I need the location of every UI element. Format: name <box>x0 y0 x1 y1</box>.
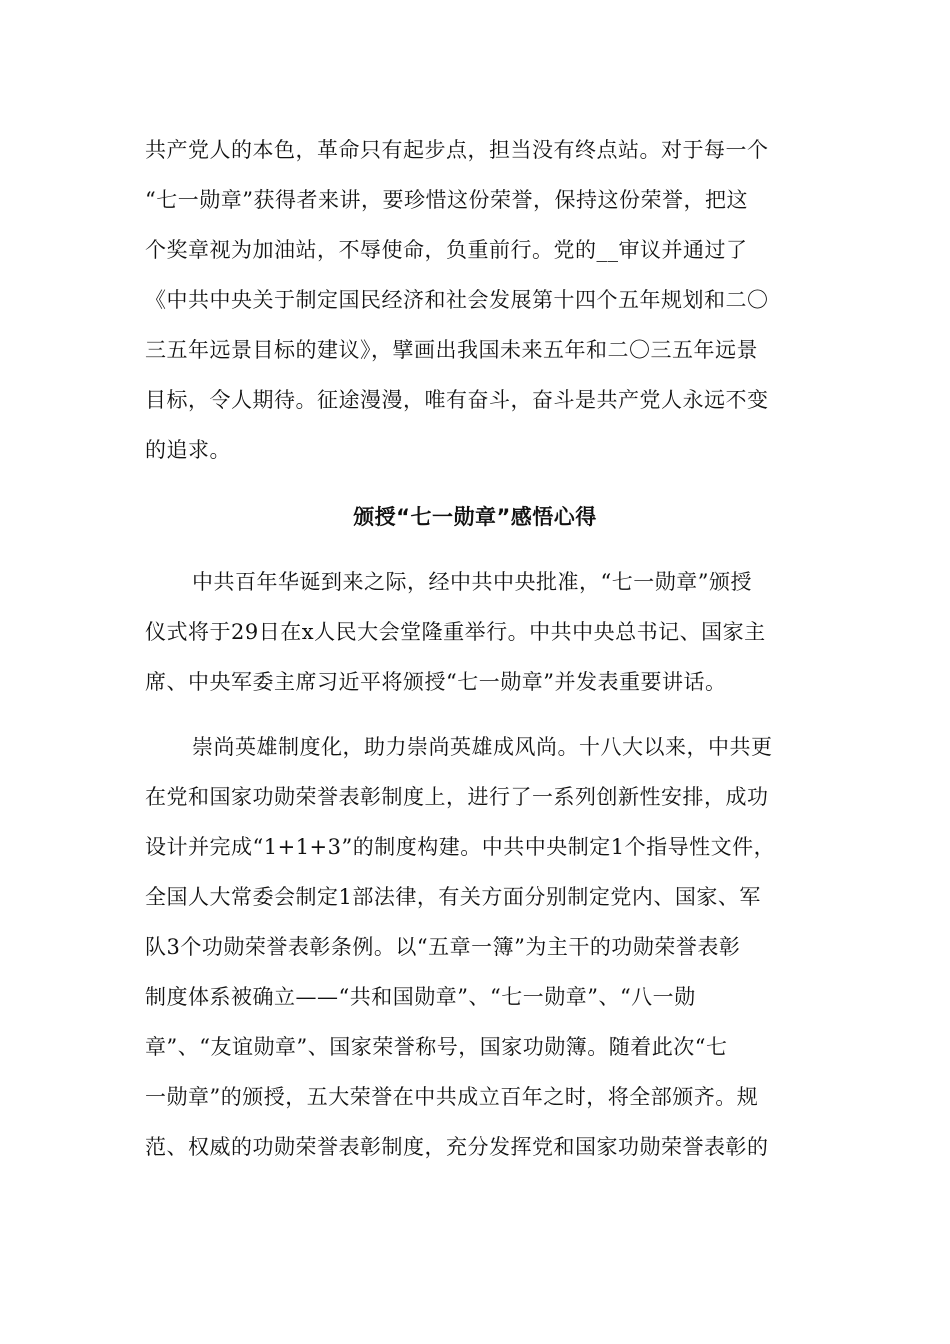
paragraph-line: 设计并完成“1+1+3”的制度构建。中共中央制定1个指导性文件， <box>145 835 776 859</box>
paragraph-line: 全国人大常委会制定1部法律，有关方面分别制定党内、国家、军 <box>145 885 761 909</box>
paragraph-line: 三五年远景目标的建议》，擘画出我国未来五年和二〇三五年远景 <box>145 338 758 362</box>
paragraph-line: 的追求。 <box>145 438 231 462</box>
paragraph-line: 队3个功勋荣誉表彰条例。以“五章一簿”为主干的功勋荣誉表彰 <box>145 935 741 959</box>
paragraph-line: 个奖章视为加油站，不辱使命，负重前行。党的__审议并通过了 <box>145 238 748 262</box>
paragraph-line: 崇尚英雄制度化，助力崇尚英雄成风尚。十八大以来，中共更 <box>192 735 773 759</box>
paragraph-line: 共产党人的本色，革命只有起步点，担当没有终点站。对于每一个 <box>145 138 769 162</box>
paragraph-line: 中共百年华诞到来之际，经中共中央批准，“七一勋章”颁授 <box>192 570 752 594</box>
paragraph-line: 制度体系被确立——“共和国勋章”、“七一勋章”、“八一勋 <box>145 985 696 1009</box>
paragraph-line: 在党和国家功勋荣誉表彰制度上，进行了一系列创新性安排，成功 <box>145 785 769 809</box>
paragraph-line: 一勋章”的颁授，五大荣誉在中共成立百年之时，将全部颁齐。规 <box>145 1085 759 1109</box>
paragraph-line: “七一勋章”获得者来讲，要珍惜这份荣誉，保持这份荣誉，把这 <box>145 188 748 212</box>
paragraph-line: 章”、“友谊勋章”、国家荣誉称号，国家功勋簿。随着此次“七 <box>145 1035 728 1059</box>
paragraph-line: 席、中央军委主席习近平将颁授“七一勋章”并发表重要讲话。 <box>145 670 727 694</box>
paragraph-line: 仪式将于29日在x人民大会堂隆重举行。中共中央总书记、国家主 <box>145 620 766 644</box>
section-heading: 颁授“七一勋章”感悟心得 <box>353 505 597 529</box>
paragraph-line: 目标，令人期待。征途漫漫，唯有奋斗，奋斗是共产党人永远不变 <box>145 388 769 412</box>
paragraph-line: 《中共中央关于制定国民经济和社会发展第十四个五年规划和二〇 <box>145 288 769 312</box>
paragraph-line: 范、权威的功勋荣誉表彰制度，充分发挥党和国家功勋荣誉表彰的 <box>145 1135 769 1159</box>
